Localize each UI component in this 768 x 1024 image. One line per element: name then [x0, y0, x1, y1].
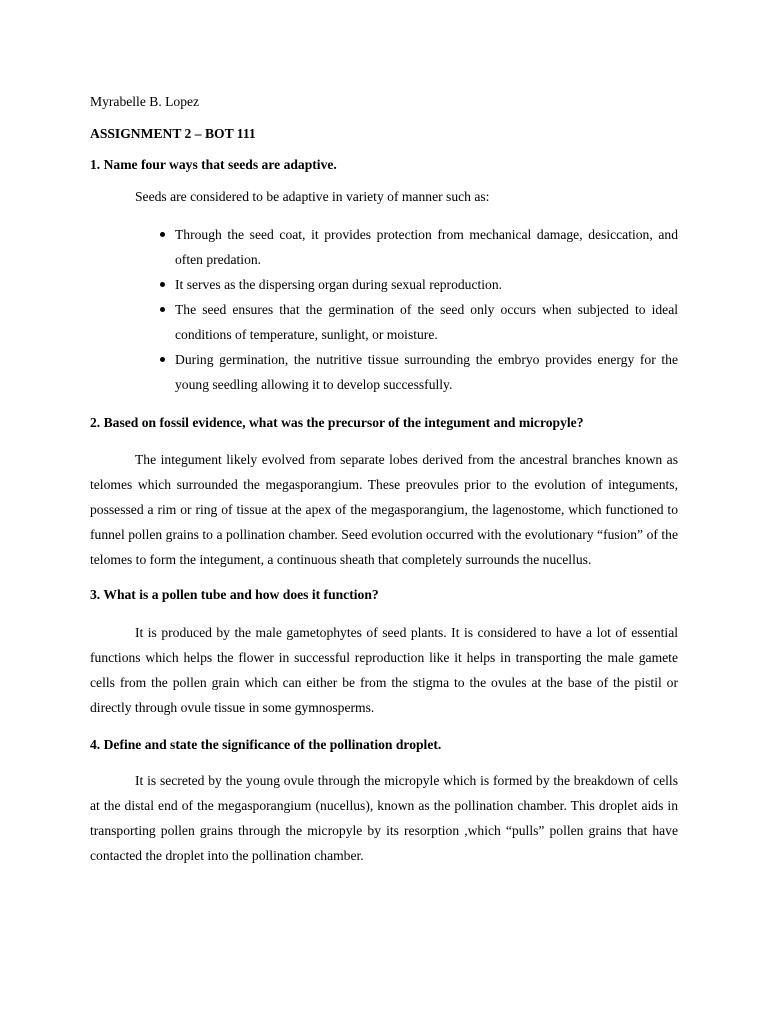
question-4-heading: 4. Define and state the significance of the pollination droplet. [90, 737, 442, 752]
list-item-text: Through the seed coat, it provides protection from mechanical damage, desiccation, and often predation. [175, 227, 678, 267]
question-1-intro: Seeds are considered to be adaptive in variety of manner such as: [135, 189, 490, 204]
list-item [175, 222, 678, 272]
question-2-heading: 2. Based on fossil evidence, what was the precursor of the integument and micropyle? [90, 415, 584, 430]
bullet-icon [160, 307, 165, 312]
bullet-icon [160, 282, 165, 287]
author-name: Myrabelle B. Lopez [90, 94, 200, 109]
assignment-title: ASSIGNMENT 2 – BOT 111 [90, 126, 256, 141]
question-3-heading: 3. What is a pollen tube and how does it function? [90, 587, 379, 602]
list-item [175, 272, 678, 297]
question-1-bullet-list [175, 222, 678, 397]
question-4-answer: It is secreted by the young ovule through the micropyle which is formed by the breakdown of cells at the distal end of the megasporangium (nucellus), known as the pollination chamber. This droplet aids in transporting pollen grains through the micropyle by its resorption ,which “pulls” pollen grains that have contacted the droplet into the pollination chamber. [90, 773, 678, 863]
question-3-answer: It is produced by the male gametophytes of seed plants. It is considered to have a lot of essential functions which helps the flower in successful reproduction like it helps in transporting the male gamete cells from the pollen grain which can either be from the stigma to the ovules at the base of the pistil or directly through ovule tissue in some gymnosperms. [90, 625, 678, 715]
list-item-text: During germination, the nutritive tissue surrounding the embryo provides energy for the young seedling allowing it to develop successfully. [175, 352, 678, 392]
list-item-text: The seed ensures that the germination of the seed only occurs when subjected to ideal conditions of temperature, sunlight, or moisture. [175, 302, 678, 342]
list-item-text: It serves as the dispersing organ during sexual reproduction. [175, 277, 503, 292]
question-2-answer: The integument likely evolved from separate lobes derived from the ancestral branches known as telomes which surrounded the megasporangium. These preovules prior to the evolution of integuments, possessed a rim or ring of tissue at the apex of the megasporangium, the lagenostome, which functioned to funnel pollen grains to a pollination chamber. Seed evolution occurred with the evolutionary “fusion” of the telomes to form the integument, a continuous sheath that completely surrounds the nucellus. [90, 452, 678, 567]
list-item [175, 297, 678, 347]
bullet-icon [160, 232, 165, 237]
list-item [175, 347, 678, 397]
bullet-icon [160, 357, 165, 362]
question-1-heading: 1. Name four ways that seeds are adaptive. [90, 157, 337, 172]
